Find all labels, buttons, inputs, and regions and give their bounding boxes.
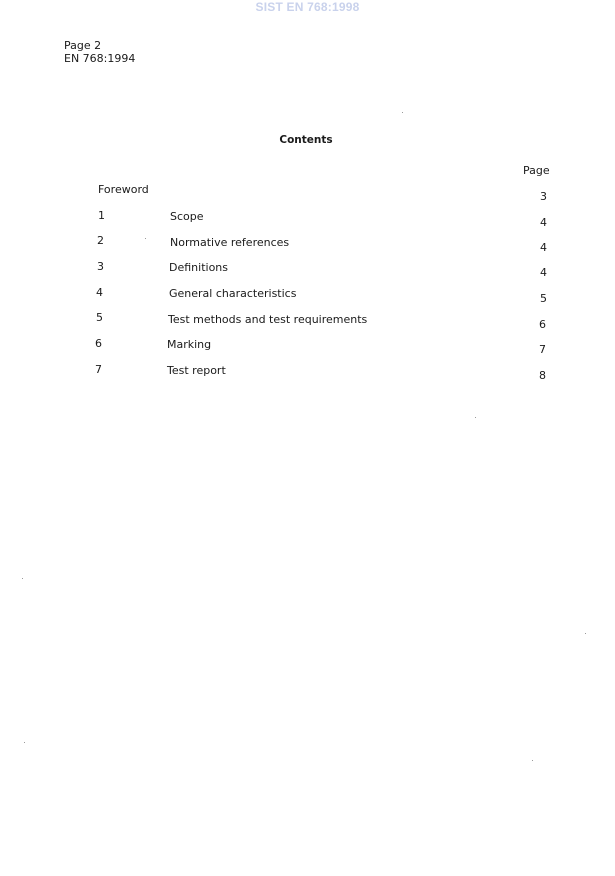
scan-speck (22, 578, 23, 579)
page-header (64, 39, 135, 65)
toc-entry-page: 4 (540, 266, 547, 279)
standard-reference: EN 768:1994 (64, 52, 136, 65)
toc-entry-title: Marking (167, 338, 212, 351)
scan-speck (402, 112, 403, 113)
toc-entry-number: 7 (95, 363, 102, 376)
watermark: SIST EN 768:1998 (255, 0, 360, 14)
scan-speck (475, 417, 476, 418)
toc-foreword-page: 3 (540, 190, 547, 203)
toc-entry-title: General characteristics (169, 287, 297, 300)
page-column-header: Page (523, 164, 550, 177)
scan-speck (532, 760, 533, 761)
toc-entry-number: 6 (95, 337, 102, 350)
toc-entry-number: 4 (96, 286, 103, 299)
toc-entry-title: Scope (170, 210, 204, 223)
toc-entry-page: 8 (539, 369, 546, 382)
toc-entry-number: 1 (98, 209, 105, 222)
toc-entry-number: 2 (97, 234, 104, 247)
page-number: Page 2 (64, 39, 102, 52)
toc-entry-title: Test methods and test requirements (168, 313, 368, 326)
toc-foreword-label: Foreword (98, 183, 149, 196)
toc-entry-page: 4 (540, 241, 547, 254)
scan-speck (585, 633, 586, 634)
toc-entry-page: 5 (540, 292, 547, 305)
contents-title: Contents (279, 134, 333, 146)
scan-speck (24, 742, 25, 743)
toc-entry-page: 7 (539, 343, 546, 356)
scan-speck (145, 238, 146, 239)
toc-entry-title: Definitions (169, 261, 228, 274)
toc-entry-title: Test report (167, 364, 226, 377)
toc-entry-number: 3 (97, 260, 104, 273)
toc-entry-title: Normative references (170, 236, 290, 249)
toc-entry-number: 5 (96, 311, 103, 324)
toc-entry-page: 4 (540, 216, 547, 229)
toc-entry-page: 6 (539, 318, 546, 331)
